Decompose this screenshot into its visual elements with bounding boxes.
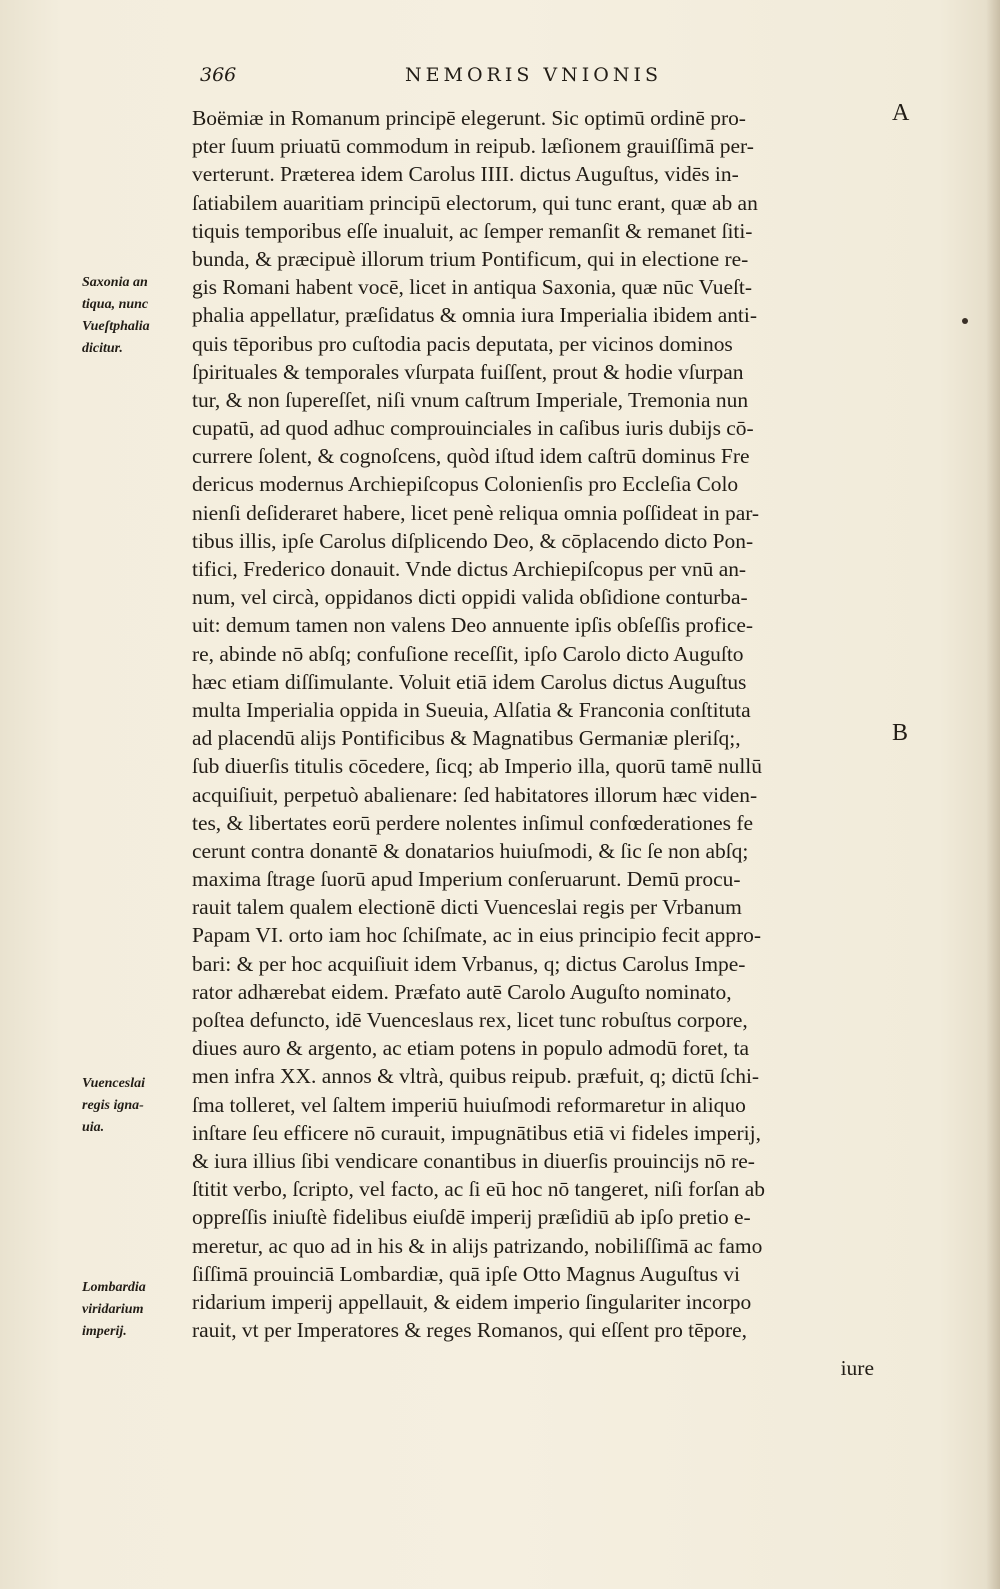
text-line: bari: & per hoc acquiſiuit idem Vrbanus, q; dictus Carolus Impe- <box>192 951 746 976</box>
text-line: ſma tolleret, vel ſaltem imperiū huiuſmodi reformaretur in aliquo <box>192 1092 746 1117</box>
text-line: cupatū, ad quod adhuc comprouinciales in caſibus iuris dubijs cō- <box>192 416 754 441</box>
text-line: ad placendū alijs Pontificibus & Magnatibus Germaniæ pleriſq;, <box>192 726 741 751</box>
text-line: diues auro & argento, ac etiam potens in populo admodū foret, ta <box>192 1036 750 1061</box>
text-line: poſtea defuncto, idē Vuenceslaus rex, licet tunc robuſtus corpore, <box>192 1008 748 1032</box>
text-line: tiquis temporibus eſſe inualuit, ac ſemper remanſit & remanet ſiti- <box>192 218 753 243</box>
margin-note-vuenceslai <box>82 1073 187 1139</box>
text-line: tes, & libertates eorū perdere nolentes inſimul confœderationes fe <box>192 810 753 835</box>
margin-note-saxonia <box>82 272 187 360</box>
page-number: 366 <box>200 64 237 86</box>
text-line: tibus illis, ipſe Carolus diſplicendo Deo, & cōplacendo dicto Pon- <box>192 528 754 553</box>
text-line: bunda, & præcipuè illorum trium Pontificum, qui in electione re- <box>192 246 749 271</box>
page-edge-shadow <box>986 0 1000 1589</box>
text-line: ſub diuerſis titulis cōcedere, ſicq; ab Imperio illa, quorū tamē nullū <box>192 754 762 779</box>
running-head: NEMORIS VNIONIS <box>405 64 662 86</box>
text-line: quis tēporibus pro cuſtodia pacis deputata, per vicinos dominos <box>192 331 733 356</box>
text-line: verterunt. Præterea idem Carolus IIII. dictus Auguſtus, vidēs in- <box>192 162 739 187</box>
text-line: pter ſuum priuatū commodum in reipub. læſionem grauiſſimā per- <box>192 134 754 159</box>
text-line: multa Imperialia oppida in Sueuia, Alſatia & Franconia conſtituta <box>192 697 751 722</box>
body-text <box>192 104 882 1344</box>
text-line: ſpirituales & temporales vſurpata fuiſſent, prout & hodie vſurpan <box>192 359 744 384</box>
text-line: inſtare ſeu efficere nō curauit, impugnātibus etiā vi fideles imperij, <box>192 1120 761 1145</box>
text-line: acquiſiuit, perpetuò abalienare: ſed habitatores illorum hæc viden- <box>192 782 758 807</box>
text-line: oppreſſis iniuſtè fidelibus eiuſdē imperij præſidiū ab ipſo pretio e- <box>192 1205 751 1230</box>
section-letter-b: B <box>892 720 909 746</box>
text-line: num, vel circà, oppidanos dicti oppidi valida obſidione conturba- <box>192 585 748 610</box>
text-line: hæc etiam diſſimulante. Voluit etiā idem Carolus dictus Auguſtus <box>192 669 747 694</box>
margin-note-line: Vueſtphalia <box>82 319 150 334</box>
text-line: ſatiabilem auaritiam principū electorum, qui tunc erant, quæ ab an <box>192 190 758 215</box>
text-line: gis Romani habent vocē, licet in antiqua Saxonia, quæ nūc Vueſt- <box>192 275 752 300</box>
text-line: maxima ſtrage ſuorū apud Imperium conſeruarunt. Demū procu- <box>192 867 741 892</box>
margin-note-line: uia. <box>82 1120 105 1135</box>
text-line: re, abinde nō abſq; confuſione receſſit, ipſo Carolo dicto Auguſto <box>192 641 744 666</box>
text-line: phalia appellatur, præſidatus & omnia iura Imperialia ibidem anti- <box>192 303 757 328</box>
text-line: currere ſolent, & cognoſcens, quòd iſtud idem caſtrū dominus Fre <box>192 444 750 469</box>
page-header <box>200 64 880 94</box>
text-line: & iura illius ſibi vendicare conantibus in diuerſis prouincijs nō re- <box>192 1148 755 1173</box>
text-line: rauit talem qualem electionē dicti Vuenceslai regis per Vrbanum <box>192 895 742 920</box>
margin-note-lombardia <box>82 1277 187 1343</box>
text-line: tifici, Frederico donauit. Vnde dictus Archiepiſcopus per vnū an- <box>192 557 747 581</box>
margin-note-line: viridarium <box>82 1302 144 1317</box>
text-line: Papam VI. orto iam hoc ſchiſmate, ac in eius principio fecit appro- <box>192 923 761 948</box>
section-letter-a: A <box>892 100 910 126</box>
text-line: meretur, ac quo ad in his & in alijs patrizando, nobiliſſimā ac famo <box>192 1233 763 1258</box>
text-line: dericus modernus Archiepiſcopus Colonienſis pro Eccleſia Colo <box>192 472 739 497</box>
margin-note-line: Vuenceslai <box>82 1076 146 1091</box>
margin-note-line: Saxonia an <box>82 275 148 290</box>
text-line: ridarium imperij appellauit, & eidem imperio ſingulariter incorpo <box>192 1289 752 1314</box>
text-line: rator adhærebat eidem. Præfato autē Carolo Auguſto nominato, <box>192 979 732 1004</box>
margin-note-line: tiqua, nunc <box>82 297 149 312</box>
text-line: rauit, vt per Imperatores & reges Romanos, qui eſſent pro tēpore, <box>192 1318 748 1343</box>
text-line: nienſi deſideraret habere, licet penè reliqua omnia poſſideat in par- <box>192 500 760 525</box>
text-line: men infra XX. annos & vltrà, quibus reipub. præfuit, q; dictū ſchi- <box>192 1064 760 1089</box>
text-line: tur, & non ſupereſſet, niſi vnum caſtrum Imperiale, Tremonia nun <box>192 387 749 412</box>
ink-speck <box>962 318 968 324</box>
text-line: ſtitit verbo, ſcripto, vel facto, ac ſi eū hoc nō tangeret, niſi forſan ab <box>192 1177 765 1202</box>
text-line: Boëmiæ in Romanum principē elegerunt. Sic optimū ordinē pro- <box>192 106 746 130</box>
catchword: iure <box>840 1356 874 1380</box>
margin-note-line: regis igna- <box>82 1098 144 1113</box>
text-line: ſiſſimā prouinciā Lombardiæ, quā ipſe Otto Magnus Auguſtus vi <box>192 1261 740 1286</box>
margin-note-line: imperij. <box>82 1324 127 1339</box>
text-line: cerunt contra donantē & donatarios huiuſmodi, & ſic ſe non abſq; <box>192 838 749 863</box>
text-line: uit: demum tamen non valens Deo annuente ipſis obſeſſis profice- <box>192 613 754 638</box>
margin-note-line: Lombardia <box>82 1280 146 1295</box>
margin-note-line: dicitur. <box>82 341 123 356</box>
